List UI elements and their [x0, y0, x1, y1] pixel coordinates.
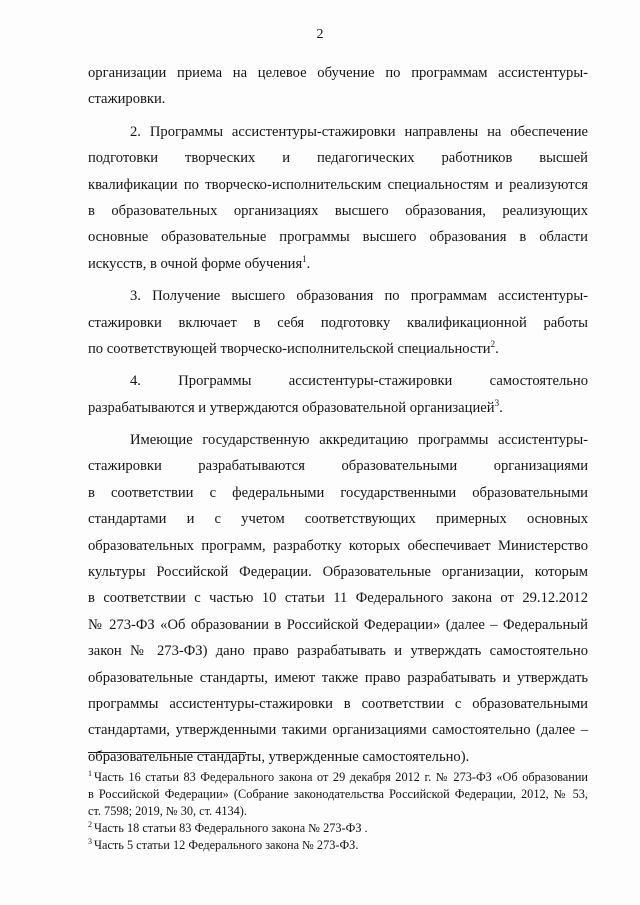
footnote-text: Часть 16 статьи 83 Федерального закона от 29 декабря 2012 г. № 273-ФЗ «Об образовании	[94, 770, 588, 784]
footnote	[88, 769, 588, 820]
footnote-ref: 2	[490, 338, 496, 349]
footnote-text: Часть 18 статьи 83 Федерального закона № 273-ФЗ .	[94, 821, 368, 835]
paragraph	[88, 60, 588, 113]
text-line: 2. Программы ассистентуры-стажировки направлены на обеспечение	[130, 123, 588, 140]
text-line: образовательные стандарты, имеют также право разрабатывать и утверждать	[88, 669, 588, 686]
text-line: стандартами, утвержденными такими организациями самостоятельно (далее –	[88, 722, 588, 739]
paragraph	[88, 427, 588, 770]
footnote-mark: 1	[88, 769, 92, 778]
footnote-text: Часть 5 статьи 12 Федерального закона № 273-ФЗ.	[94, 838, 359, 852]
text-line: основные образовательные программы высшего образования в области	[88, 229, 588, 246]
footnote-line: ст. 7598; 2019, № 30, ст. 4134).	[88, 804, 247, 818]
footnote-mark: 2	[88, 820, 92, 829]
body-text	[88, 60, 588, 770]
text-line: программы ассистентуры-стажировки в соответствии с образовательными	[88, 695, 588, 712]
text-line: закон № 273-ФЗ) дано право разрабатывать и утверждать самостоятельно	[88, 643, 588, 660]
text-line: 4. Программы ассистентуры-стажировки самостоятельно	[130, 373, 588, 390]
text-line: образовательные стандарты, утвержденные самостоятельно).	[88, 748, 470, 765]
line-text: разрабатываются и утверждаются образовательной организацией	[88, 399, 495, 416]
text-line: в образовательных организациях высшего образования, реализующих	[88, 202, 588, 219]
paragraph	[88, 119, 588, 277]
sentence-end: .	[499, 399, 503, 416]
paragraph	[88, 283, 588, 362]
footnote-mark: 3	[88, 837, 92, 846]
footnote-ref: 1	[302, 253, 307, 264]
footnote-line: в Российской Федерации» (Собрание законодательства Российской Федерации, 2012, № 53,	[88, 787, 588, 801]
text-line	[88, 336, 588, 362]
text-line: Имеющие государственную аккредитацию программы ассистентуры-	[130, 432, 588, 449]
footnote-ref: 3	[494, 397, 500, 408]
text-line	[88, 395, 588, 421]
text-line: стажировки разрабатываются образовательными организациями	[88, 458, 588, 475]
text-line: в соответствии с частью 10 статьи 11 Федерального закона от 29.12.2012	[88, 590, 588, 607]
paragraph	[88, 368, 588, 421]
page-number: 2	[316, 27, 324, 42]
text-line: в соответствии с федеральными государственными образовательными	[88, 484, 588, 501]
text-line: организации приема на целевое обучение по программам ассистентуры-	[88, 65, 588, 81]
text-line: культуры Российской Федерации. Образовательные организации, которым	[88, 564, 588, 581]
line-text: по соответствующей творческо-исполнительской специальности	[88, 340, 491, 357]
sentence-end: .	[495, 340, 499, 357]
footnote-line	[88, 769, 588, 786]
footnotes	[88, 769, 588, 854]
line-text: искусств, в очной форме обучения	[88, 255, 303, 272]
text-line: квалификации по творческо-исполнительским специальностям и реализуются	[88, 176, 588, 193]
text-line: стажировки.	[88, 91, 166, 108]
footnote-separator	[88, 752, 246, 753]
text-line: 3. Получение высшего образования по программам ассистентуры-	[130, 288, 588, 305]
text-line: подготовки творческих и педагогических работников высшей	[88, 150, 588, 167]
footnote-line	[88, 837, 588, 854]
footnote	[88, 820, 588, 837]
footnote	[88, 837, 588, 854]
text-line	[88, 251, 588, 277]
text-line: стандартами и с учетом соответствующих примерных основных	[88, 511, 588, 528]
sentence-end: .	[306, 255, 311, 272]
text-line: стажировки включает в себя подготовку квалификационной работы	[88, 314, 588, 331]
text-line: № 273-ФЗ «Об образовании в Российской Федерации» (далее – Федеральный	[88, 616, 588, 633]
footnote-line	[88, 820, 588, 837]
text-line: образовательных программ, разработку которых обеспечивает Министерство	[88, 537, 588, 554]
